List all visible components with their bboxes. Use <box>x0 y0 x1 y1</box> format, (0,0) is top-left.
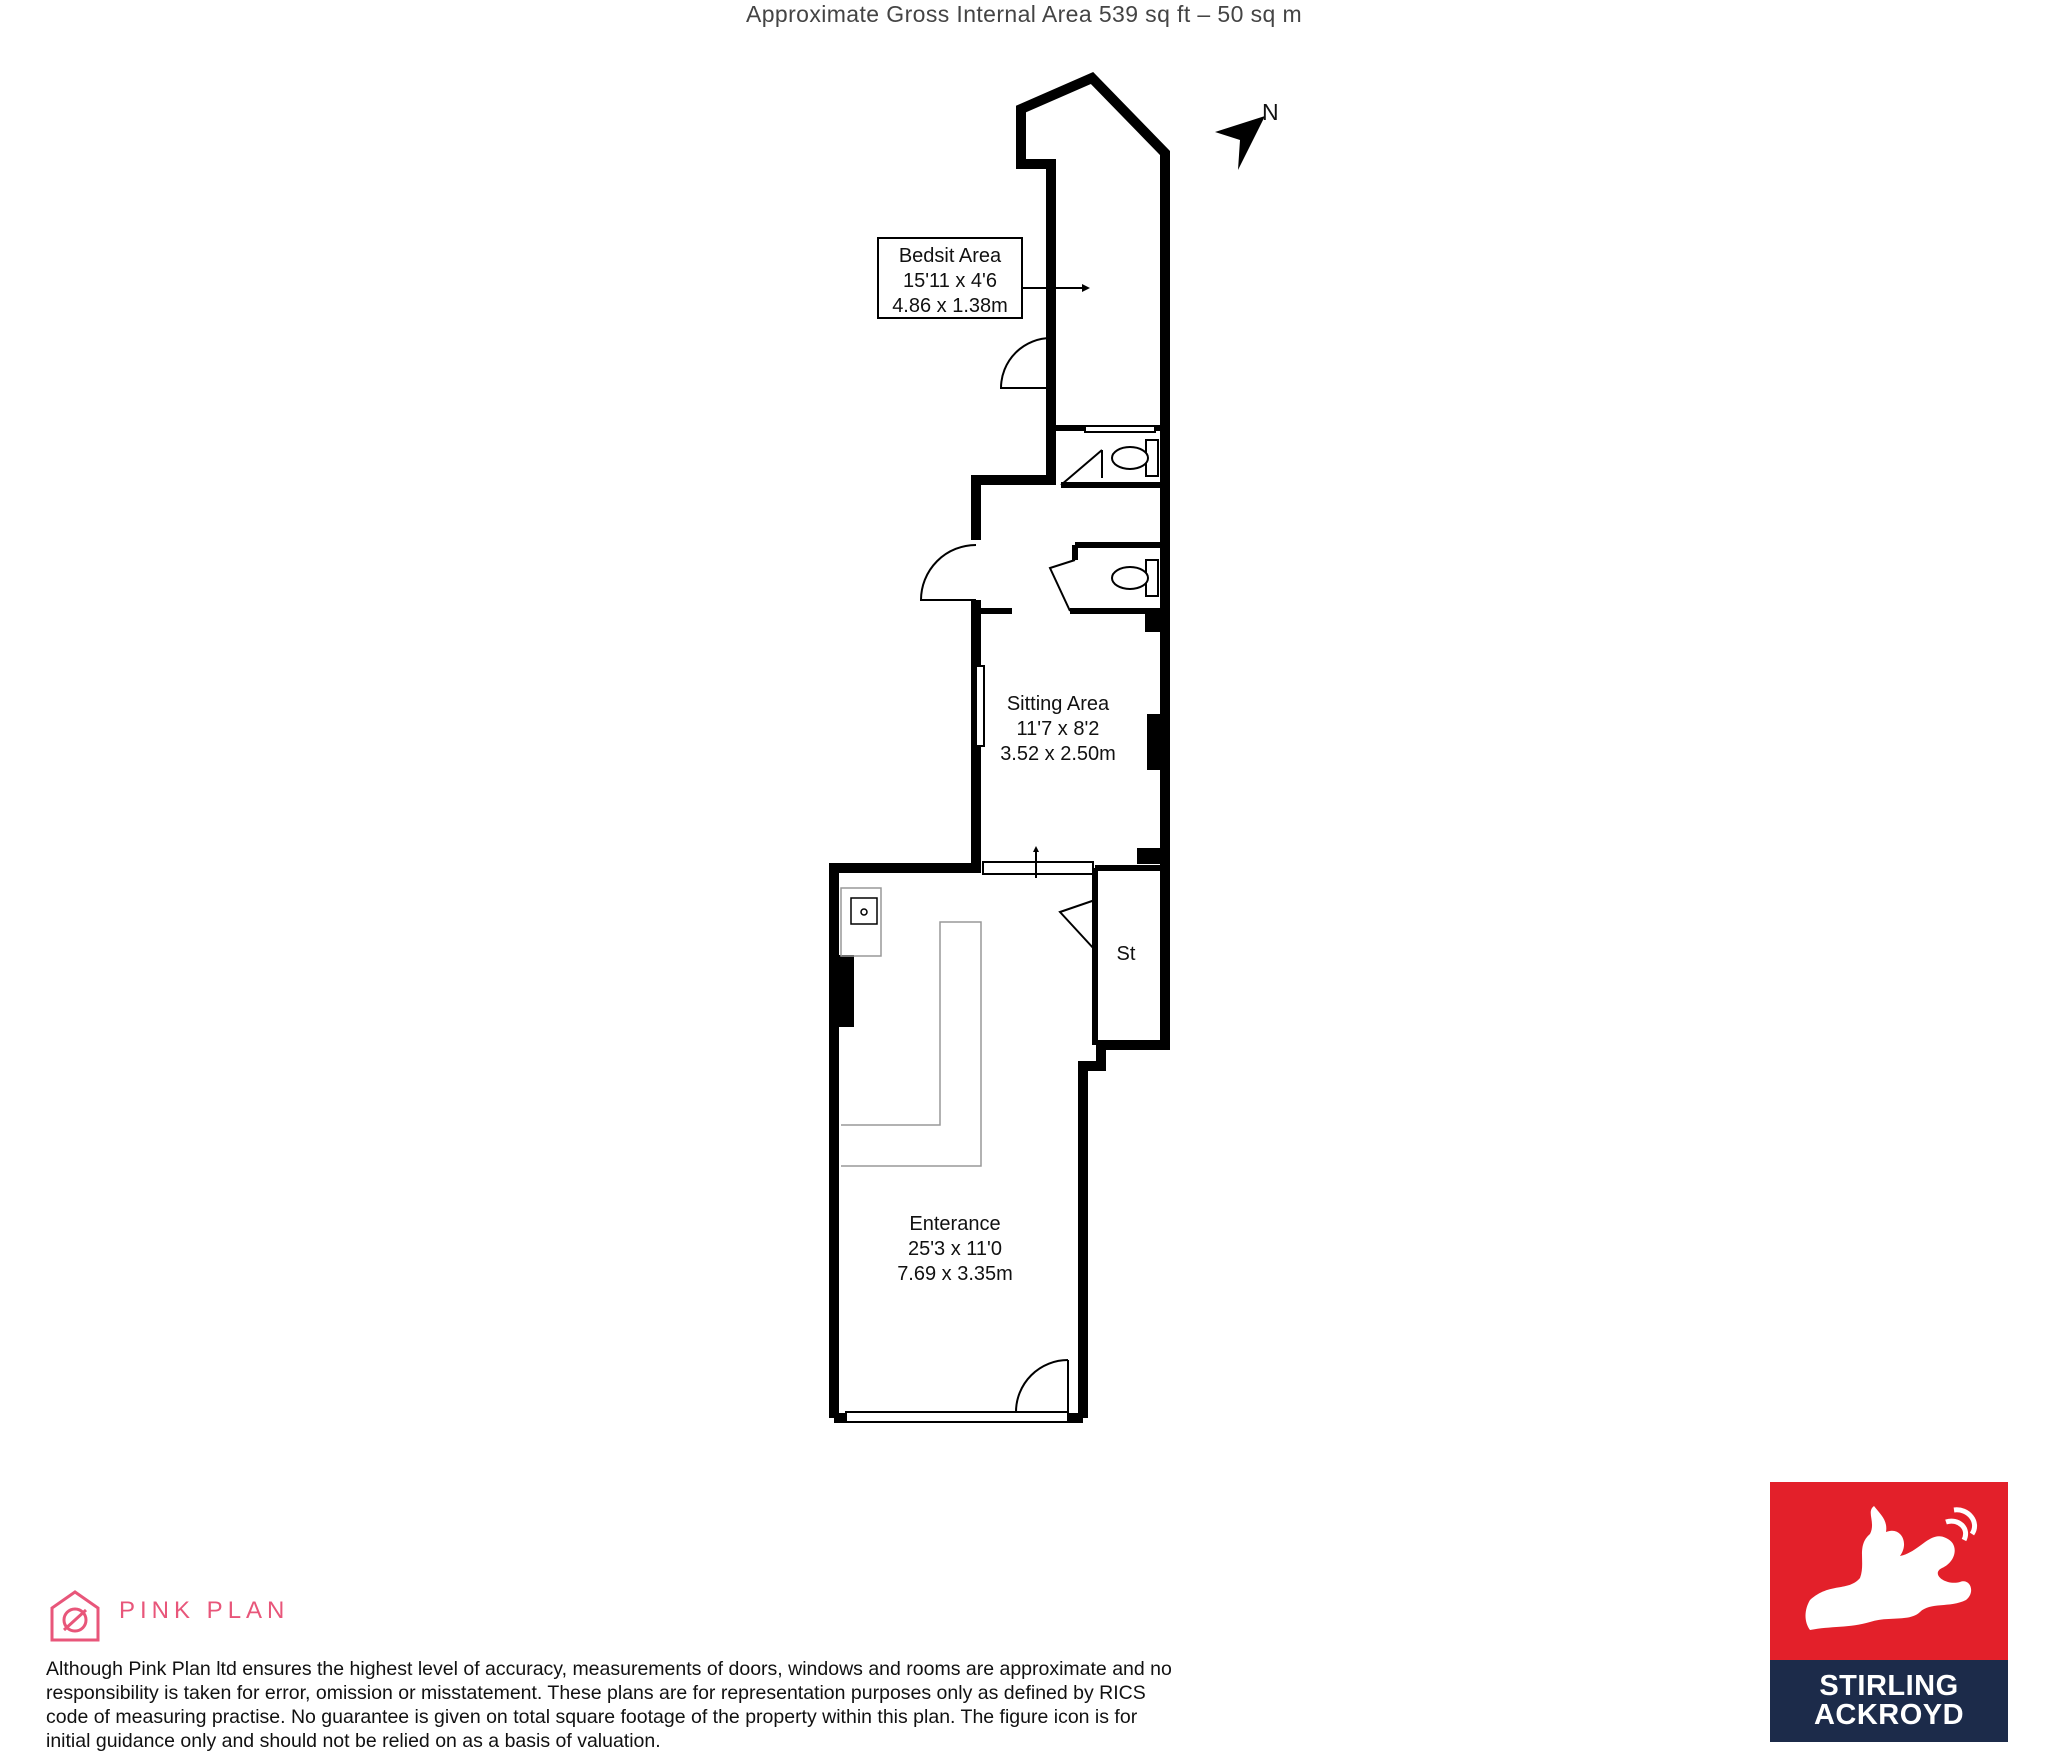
entrance-name: Enterance <box>909 1213 1001 1235</box>
bedsit-label <box>878 238 1090 318</box>
pink-plan-name: PINK PLAN <box>119 1597 290 1624</box>
toilet-upper <box>1112 440 1158 476</box>
brand-line-2: ACKROYD <box>1813 1699 1965 1731</box>
entrance-imperial: 25'3 x 11'0 <box>907 1238 1003 1260</box>
brand-line-1: STIRLING <box>1819 1670 1959 1702</box>
brand-red-panel <box>1770 1482 2008 1660</box>
counter <box>841 888 981 1166</box>
sitting-name: Sitting Area <box>1006 693 1110 715</box>
bedsit-metric: 4.86 x 1.38m <box>892 295 1008 317</box>
sitting-metric: 3.52 x 2.50m <box>1000 743 1116 765</box>
gross-area-title: Approximate Gross Internal Area 539 sq ft – 50 sq m <box>745 1 1303 27</box>
storage-label: St <box>1116 943 1136 965</box>
bedsit-name: Bedsit Area <box>898 245 1002 267</box>
entrance-label <box>897 1213 1013 1285</box>
disclaimer-text: Although Pink Plan ltd ensures the highest level of accuracy, measurements of doors, windows and rooms are approximate and no responsibility is taken for error, omission or misstatement. These plans are for representation purposes only as defined by RICS code of measuring practise. No guarantee is given on total square footage of the property within this plan. The figure icon is for initial guidance only and should not be relied on as a basis of valuation. <box>46 1658 1172 1752</box>
wall-left-sitting <box>834 600 976 1418</box>
sitting-imperial: 11'7 x 8'2 <box>1016 718 1100 740</box>
entrance-metric: 7.69 x 3.35m <box>897 1263 1013 1285</box>
brand-navy-panel <box>1770 1660 2008 1742</box>
toilet-lower <box>1112 560 1158 596</box>
wall-left-mid <box>976 426 1051 540</box>
griffin-icon <box>1770 1482 2008 1660</box>
sitting-label <box>1000 693 1116 765</box>
pink-plan-logo-icon <box>46 1586 104 1644</box>
compass-label: N <box>1262 99 1279 125</box>
bedsit-imperial: 15'11 x 4'6 <box>902 270 998 292</box>
stirling-ackroyd-logo <box>1770 1482 2008 1742</box>
compass-north-arrow <box>1215 99 1279 170</box>
